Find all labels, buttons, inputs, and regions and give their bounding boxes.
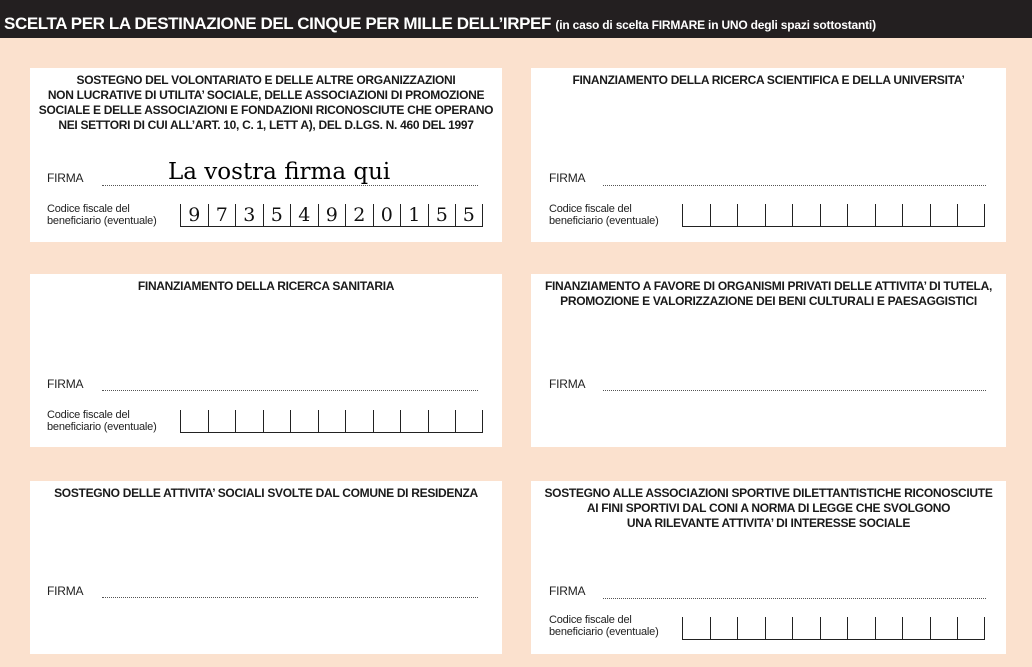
cf-digit[interactable]	[847, 204, 875, 226]
cf-digit[interactable]	[765, 617, 793, 639]
cf-digit[interactable]: 0	[373, 204, 401, 226]
form-header	[0, 0, 1032, 38]
cf-digit[interactable]	[847, 617, 875, 639]
cf-digit[interactable]: 5	[428, 204, 456, 226]
section-volontariato	[30, 68, 502, 242]
codice-fiscale-label: Codice fiscale del beneficiario (eventuale)	[47, 203, 157, 227]
cf-digit[interactable]	[737, 617, 765, 639]
header-title: SCELTA PER LA DESTINAZIONE DEL CINQUE PER MILLE DELL’IRPEF	[4, 14, 551, 33]
codice-fiscale-field[interactable]	[682, 617, 985, 640]
cf-digit[interactable]	[737, 204, 765, 226]
cf-digit[interactable]	[792, 617, 820, 639]
cf-digit[interactable]	[373, 410, 401, 432]
section-title: SOSTEGNO DEL VOLONTARIATO E DELLE ALTRE ORGANIZZAZIONI NON LUCRATIVE DI UTILITA’ SOCIALE, DELLE ASSOCIAZIONI DI PROMOZIONE SOCIALE E DELLE ASSOCIAZIONI E FONDAZIONI RICONOSCIUTE CHE OPERANO NEI SETTORI DI CUI ALL’ART. 10, C. 1, LETT A), DEL D.LGS. N. 460 DEL 1997	[38, 73, 494, 132]
cf-digit[interactable]	[820, 204, 848, 226]
section-title: FINANZIAMENTO A FAVORE DI ORGANISMI PRIVATI DELLE ATTIVITA’ DI TUTELA, PROMOZIONE E VALORIZZAZIONE DEI BENI CULTURALI E PAESAGGISTICI	[544, 279, 992, 308]
section-associazioni-sportive	[531, 481, 1006, 654]
signature-line[interactable]	[102, 597, 478, 598]
cf-digit[interactable]	[930, 617, 958, 639]
cf-digit[interactable]	[957, 617, 985, 639]
firma-label: FIRMA	[549, 584, 586, 598]
section-title: FINANZIAMENTO DELLA RICERCA SANITARIA	[137, 279, 395, 293]
cf-digit[interactable]: 9	[180, 204, 208, 226]
cf-digit[interactable]	[455, 410, 483, 432]
cf-digit[interactable]	[345, 410, 373, 432]
codice-fiscale-field[interactable]	[180, 204, 483, 227]
codice-fiscale-field[interactable]	[682, 204, 985, 227]
cf-digit[interactable]	[902, 617, 930, 639]
cf-digit[interactable]	[180, 410, 208, 432]
cf-digit[interactable]	[682, 204, 710, 226]
signature-text: La vostra firma qui	[168, 159, 391, 185]
signature-line[interactable]	[603, 185, 986, 186]
signature-line[interactable]	[102, 185, 478, 186]
section-ricerca-sanitaria	[30, 274, 502, 447]
section-comune-residenza	[30, 481, 502, 654]
firma-label: FIRMA	[549, 377, 586, 391]
cf-digit[interactable]: 5	[455, 204, 483, 226]
cf-digit[interactable]	[682, 617, 710, 639]
firma-label: FIRMA	[47, 584, 84, 598]
cf-digit[interactable]: 4	[290, 204, 318, 226]
cf-digit[interactable]	[290, 410, 318, 432]
cf-digit[interactable]: 7	[208, 204, 236, 226]
cf-digit[interactable]: 9	[318, 204, 346, 226]
cf-digit[interactable]	[875, 617, 903, 639]
firma-label: FIRMA	[47, 377, 84, 391]
section-title: SOSTEGNO ALLE ASSOCIAZIONI SPORTIVE DILETTANTISTICHE RICONOSCIUTE AI FINI SPORTIVI DAL CONI A NORMA DI LEGGE CHE SVOLGONO UNA RILEVANTE ATTIVITA’ DI INTERESSE SOCIALE	[544, 486, 993, 530]
cf-digit[interactable]: 1	[400, 204, 428, 226]
codice-fiscale-label: Codice fiscale del beneficiario (eventuale)	[549, 203, 659, 227]
cf-digit[interactable]	[318, 410, 346, 432]
cf-digit[interactable]	[957, 204, 985, 226]
cf-digit[interactable]	[263, 410, 291, 432]
cf-digit[interactable]	[765, 204, 793, 226]
firma-label: FIRMA	[47, 171, 84, 185]
cf-digit[interactable]	[235, 410, 263, 432]
cf-digit[interactable]	[428, 410, 456, 432]
codice-fiscale-label: Codice fiscale del beneficiario (eventuale)	[47, 409, 157, 433]
cf-digit[interactable]: 5	[263, 204, 291, 226]
signature-line[interactable]	[102, 390, 478, 391]
header-subtitle: (in caso di scelta FIRMARE in UNO degli spazi sottostanti)	[555, 18, 876, 32]
cf-digit[interactable]	[710, 204, 738, 226]
section-beni-culturali	[531, 274, 1006, 447]
cf-digit[interactable]	[820, 617, 848, 639]
firma-label: FIRMA	[549, 171, 586, 185]
cf-digit[interactable]	[902, 204, 930, 226]
cf-digit[interactable]	[400, 410, 428, 432]
cf-digit[interactable]: 3	[235, 204, 263, 226]
signature-line[interactable]	[603, 598, 986, 599]
cf-digit[interactable]	[875, 204, 903, 226]
signature-line[interactable]	[603, 390, 986, 391]
codice-fiscale-label: Codice fiscale del beneficiario (eventuale)	[549, 614, 659, 638]
cf-digit[interactable]	[930, 204, 958, 226]
section-title: SOSTEGNO DELLE ATTIVITA’ SOCIALI SVOLTE DAL COMUNE DI RESIDENZA	[54, 486, 478, 500]
cf-digit[interactable]: 2	[345, 204, 373, 226]
cf-digit[interactable]	[792, 204, 820, 226]
cf-digit[interactable]	[710, 617, 738, 639]
cf-digit[interactable]	[208, 410, 236, 432]
section-title: FINANZIAMENTO DELLA RICERCA SCIENTIFICA E DELLA UNIVERSITA’	[572, 73, 965, 87]
codice-fiscale-field[interactable]	[180, 410, 483, 433]
section-ricerca-scientifica	[531, 68, 1006, 242]
